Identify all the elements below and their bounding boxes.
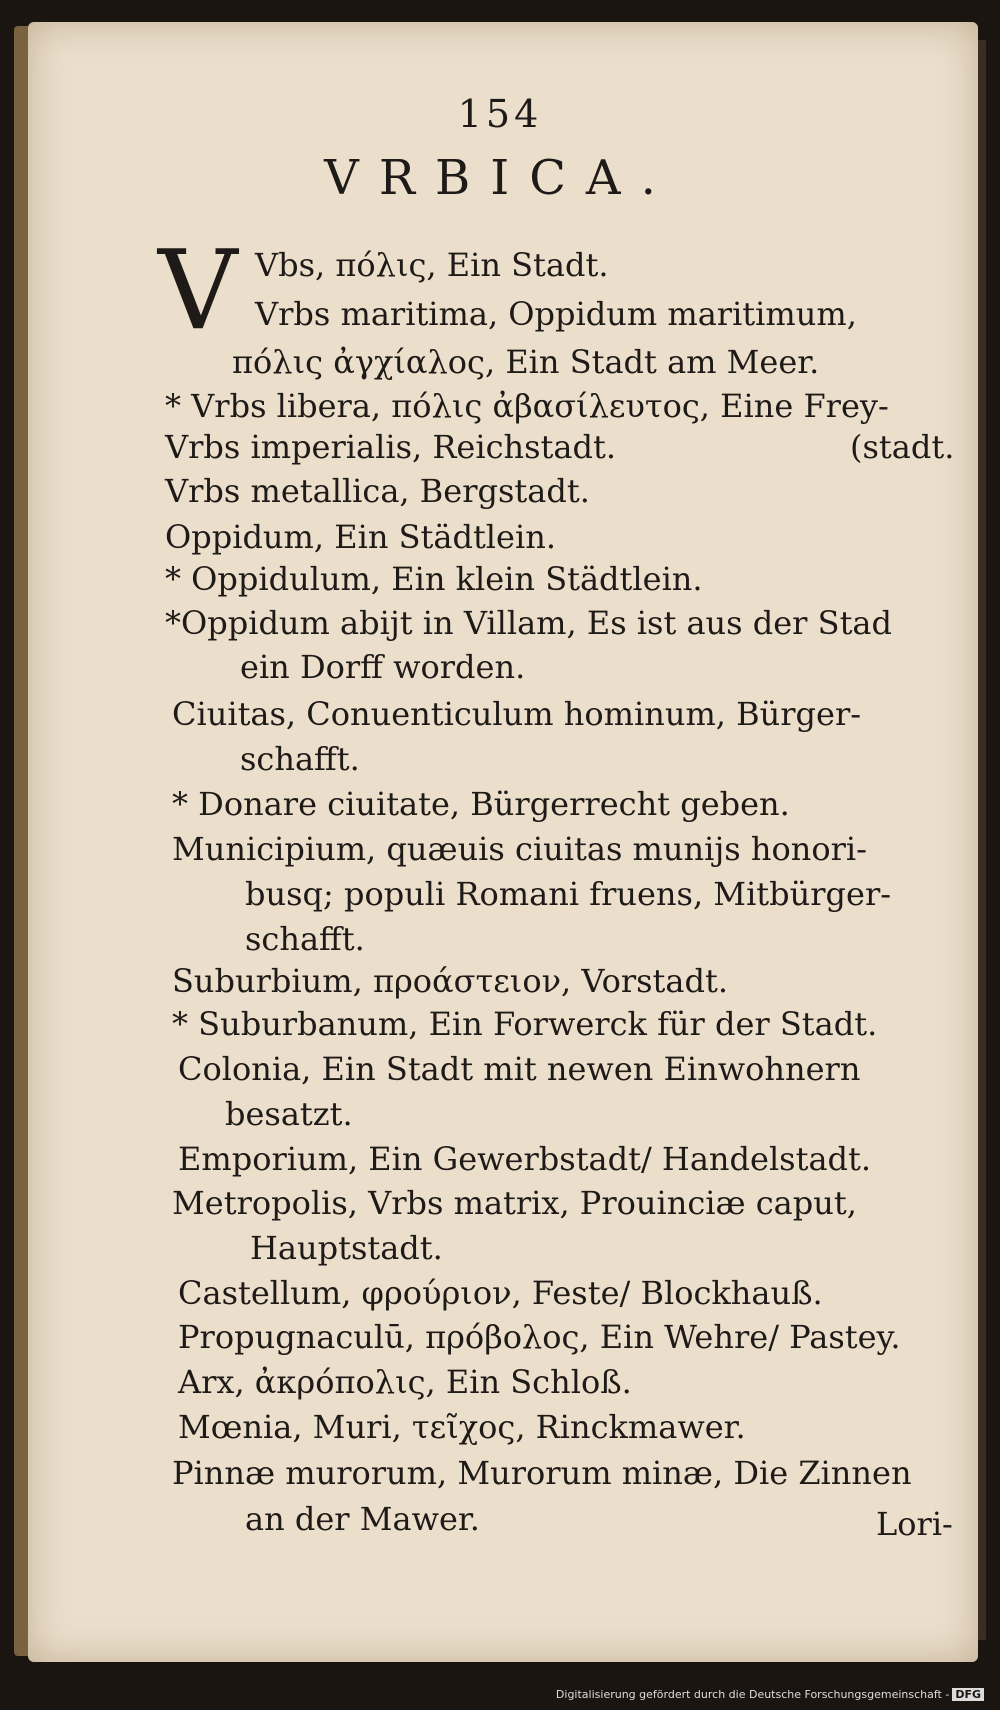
text-line: Vrbs metallica, Bergstadt. (165, 472, 590, 510)
text-line: an der Mawer. (245, 1500, 480, 1538)
text-line: schafft. (245, 920, 365, 958)
text-line: * Vrbs libera, πόλις ἀβασίλευτος, Eine Frey- (165, 387, 889, 425)
text-line: Hauptstadt. (250, 1229, 443, 1267)
page-number: 154 (457, 92, 543, 136)
text-line: * Oppidulum, Ein klein Städtlein. (165, 560, 703, 598)
text-line: besatzt. (225, 1095, 353, 1133)
text-line: Propugnaculū, πρόβολος, Ein Wehre/ Pastey. (178, 1318, 901, 1356)
text-line: Municipium, quæuis ciuitas munijs honori- (172, 830, 867, 868)
dfg-logo: DFG (952, 1688, 984, 1701)
digitization-footer (556, 1688, 984, 1701)
text-line: * Donare ciuitate, Bürgerrecht geben. (172, 785, 790, 823)
text-line: * Suburbanum, Ein Forwerck für der Stadt. (172, 1005, 878, 1043)
text-line: Vrbs maritima, Oppidum maritimum, (255, 295, 857, 333)
text-line: Pinnæ murorum, Murorum minæ, Die Zinnen (172, 1454, 912, 1492)
text-line: Suburbium, προάστειον, Vorstadt. (172, 962, 728, 1000)
text-line: Vbs, πόλις, Ein Stadt. (255, 246, 609, 284)
running-head: VRBICA. (324, 150, 676, 206)
text-line: Ciuitas, Conuenticulum hominum, Bürger- (172, 695, 862, 733)
text-line: ein Dorff worden. (240, 648, 526, 686)
text-line: Castellum, φρούριον, Feste/ Blockhauß. (178, 1274, 823, 1312)
text-line: Metropolis, Vrbs matrix, Prouinciæ caput, (172, 1184, 857, 1222)
text-line: Oppidum, Ein Städtlein. (165, 518, 556, 556)
text-line: Mœnia, Muri, τεῖχος, Rinckmawer. (178, 1408, 746, 1446)
turnover-text: (stadt. (850, 428, 955, 466)
footer-text: Digitalisierung gefördert durch die Deutsche Forschungsgemeinschaft - (555, 1688, 950, 1701)
text-line: Arx, ἀκρόπολις, Ein Schloß. (178, 1363, 632, 1401)
text-line: *Oppidum abijt in Villam, Es ist aus der Stad (165, 604, 892, 642)
drop-cap-initial: V (158, 226, 238, 354)
catchword: Lori- (876, 1505, 953, 1543)
text-line: Vrbs imperialis, Reichstadt. (165, 428, 616, 466)
text-line: Emporium, Ein Gewerbstadt/ Handelstadt. (178, 1140, 872, 1178)
text-line: Colonia, Ein Stadt mit newen Einwohnern (178, 1050, 861, 1088)
text-line: schafft. (240, 740, 360, 778)
text-line: πόλις ἀγχίαλος, Ein Stadt am Meer. (232, 343, 820, 381)
text-line: busq; populi Romani fruens, Mitbürger- (245, 875, 892, 913)
